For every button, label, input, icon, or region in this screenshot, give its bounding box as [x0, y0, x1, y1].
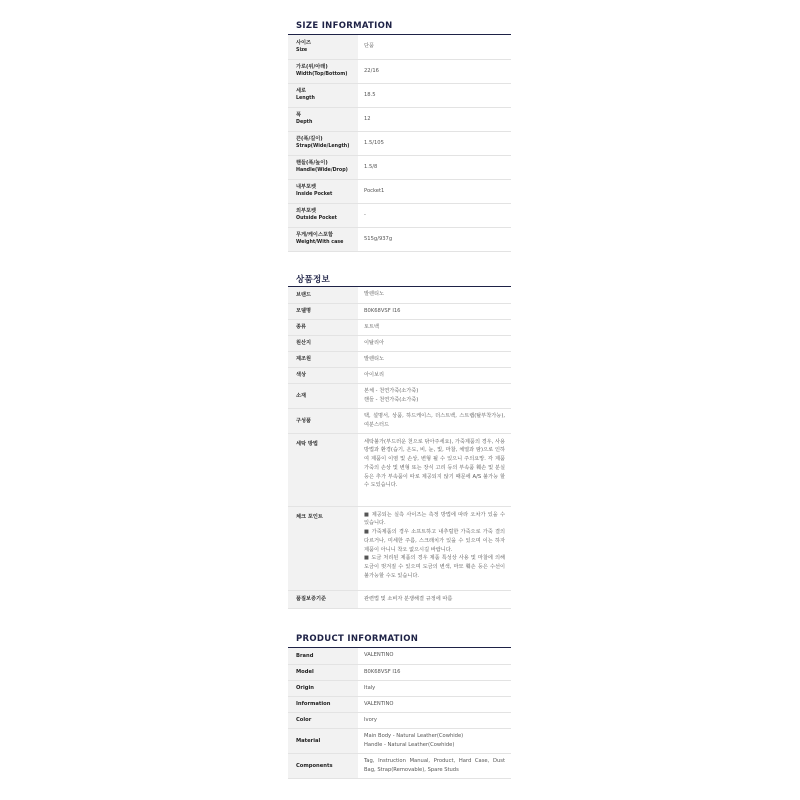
table-row: 외부포켓 Outside Pocket - [288, 203, 511, 227]
table-row: Brand VALENTINO [288, 648, 511, 664]
table-row: 폭 Depth 12 [288, 107, 511, 131]
table-row: 세로 Length 18.5 [288, 83, 511, 107]
table-row: 체크 포인트 ■ 제공되는 실측 사이즈는 측정 방법에 따라 오차가 있을 수 있습니다. ■ 가죽제품의 경우 소프트하고 내추럴한 가죽으로 가죽 결의 다르거나, 미세한 주름, 스크래치가 있을 수 있으며 이는 하자 제품이 아니니 착오 없으시길 바랍니다. ■ 도금 처리된 제품의 경우 제품 특성상 사용 및 마찰에 의해 도금이 벗겨질 수 있으며 도금의 변색, 마모 훼손 등은 수선이 불가능할 수도 있습니다. [288, 506, 511, 590]
table-row: Model B0K68VSF I16 [288, 664, 511, 680]
size-information-title: SIZE INFORMATION [296, 21, 393, 31]
table-row: 종류 토트백 [288, 319, 511, 335]
table-row: Material Main Body - Natural Leather(Cowhide) Handle - Natural Leather(Cowhide) [288, 728, 511, 753]
size-information-table [288, 35, 511, 252]
product-information-table [288, 648, 511, 779]
table-row: Color Ivory [288, 712, 511, 728]
table-row: 끈(폭/길이) Strap(Wide/Length) 1.5/105 [288, 131, 511, 155]
table-row: 브랜드 발렌티노 [288, 287, 511, 303]
product-information-title: PRODUCT INFORMATION [296, 634, 419, 644]
table-row: 모델명 B0K68VSF I16 [288, 303, 511, 319]
table-row: Information VALENTINO [288, 696, 511, 712]
table-row: 구성품 택, 설명서, 상품, 하드케이스, 더스트백, 스트랩(탈부착가능), 여분스터드 [288, 408, 511, 433]
table-row: 품질보증기준 관련법 및 소비자 분쟁해결 규정에 따름 [288, 590, 511, 608]
product-info-ko-table [288, 287, 511, 609]
table-row: 소재 본체 - 천연가죽(소가죽) 핸들 - 천연가죽(소가죽) [288, 383, 511, 408]
table-row: 가로(위/아래) Width(Top/Bottom) 22/16 [288, 59, 511, 83]
table-row: 세탁 방법 세탁불가(부드러운 천으로 닦아주세요), 가죽제품의 경우, 사용방법과 환경(습기, 온도, 비, 눈, 빛, 마찰, 체열과 땀)으로 인하여 제품이 이염 및 손상, 변형 될 수 있으니 주의요망. 각 제품 가죽의 손상 및 변형 또는 장식 고리 등의 부속품 훼손 및 분실 등은 추가 부속품이 따로 제공되지 않기 때문에 A/S 불가능 할 수 도있습니다. [288, 433, 511, 506]
table-row: Origin Italy [288, 680, 511, 696]
table-row: 핸들(폭/높이) Handle(Wide/Drop) 1.5/8 [288, 155, 511, 179]
table-row: 내부포켓 Inside Pocket Pocket1 [288, 179, 511, 203]
table-row: 무게/케이스포함 Weight/With case 515g/937g [288, 227, 511, 251]
table-row: 제조원 발렌티노 [288, 351, 511, 367]
table-row: 사이즈 Size 단품 [288, 35, 511, 59]
product-info-ko-title: 상품정보 [296, 275, 331, 285]
table-row: 색상 아이보리 [288, 367, 511, 383]
table-row: Components Tag, Instruction Manual, Product, Hard Case, Dust Bag, Strap(Removable), Spare Studs [288, 753, 511, 778]
table-row: 원산지 이탈리아 [288, 335, 511, 351]
